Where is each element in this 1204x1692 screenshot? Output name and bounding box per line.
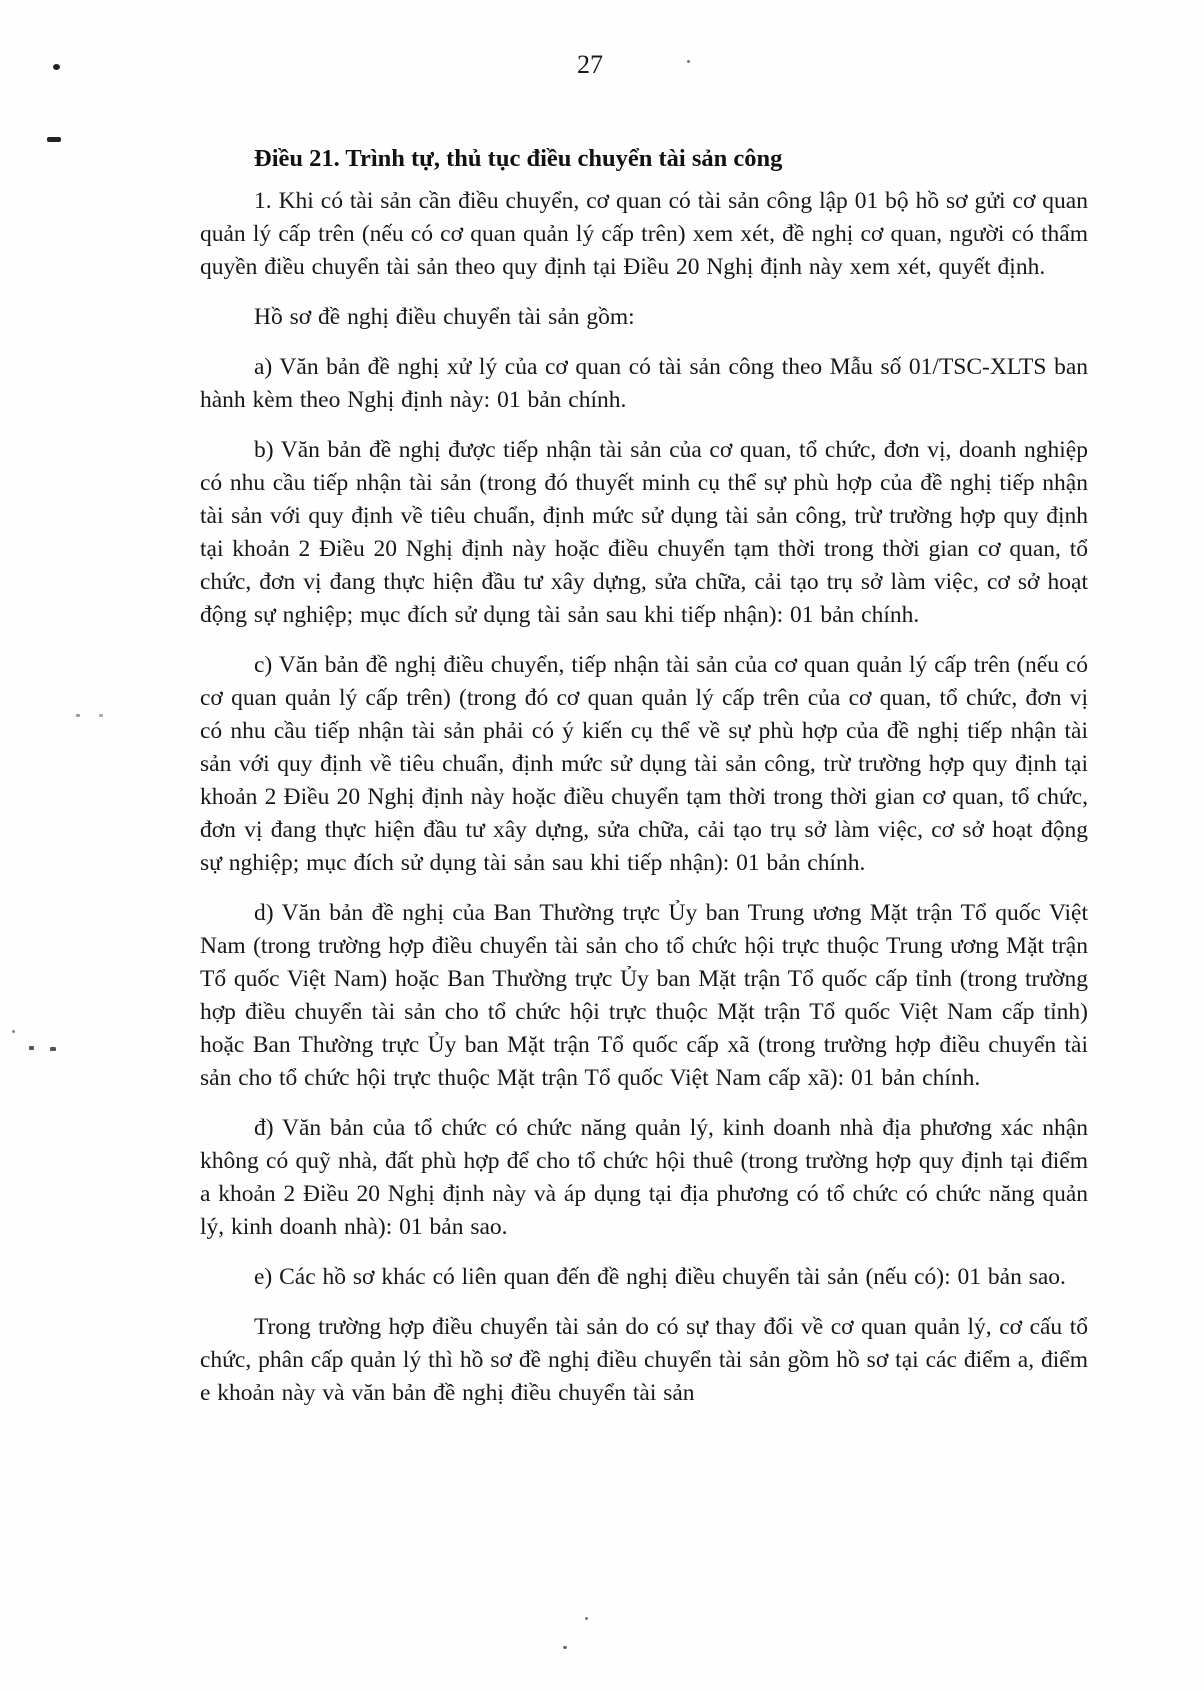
scan-artifact-dot (687, 60, 690, 63)
scan-artifact-dot (50, 1047, 56, 1051)
document-body (200, 142, 1088, 1427)
scan-artifact-dot (53, 64, 60, 70)
scan-artifact-dash (47, 137, 61, 142)
scan-artifact-dot (76, 714, 80, 717)
paragraph-dossier-intro: Hồ sơ đề nghị điều chuyển tài sản gồm: (254, 304, 635, 330)
article-heading: Điều 21. Trình tự, thủ tục điều chuyển tài sản công (254, 145, 783, 172)
paragraph-point-d: d) Văn bản đề nghị của Ban Thường trực Ủy ban Trung ương Mặt trận Tổ quốc Việt Nam (trong trường hợp điều chuyển tài sản cho tổ chức hội trực thuộc Trung ương Mặt trận Tổ quốc Việt Nam) hoặc Ban Thường trực Ủy ban Mặt trận Tổ quốc cấp tỉnh (trong trường hợp điều chuyển tài sản cho tổ chức hội trực thuộc Mặt trận Tổ quốc Việt Nam cấp tỉnh) hoặc Ban Thường trực Ủy ban Mặt trận Tổ quốc cấp xã (trong trường hợp điều chuyển tài sản cho tổ chức hội trực thuộc Mặt trận Tổ quốc Việt Nam cấp xã): 01 bản chính. (200, 900, 1088, 1091)
scan-artifact-dot (99, 714, 103, 717)
paragraph-closing: Trong trường hợp điều chuyển tài sản do có sự thay đổi về cơ quan quản lý, cơ cấu tổ chức, phân cấp quản lý thì hồ sơ đề nghị điều chuyển tài sản gồm hồ sơ tại các điểm a, điểm e khoản này và văn bản đề nghị điều chuyển tài sản (200, 1314, 1088, 1406)
paragraph-point-b: b) Văn bản đề nghị được tiếp nhận tài sản của cơ quan, tổ chức, đơn vị, doanh nghiệp có nhu cầu tiếp nhận tài sản (trong đó thuyết minh cụ thể sự phù hợp của đề nghị tiếp nhận tài sản với quy định về tiêu chuẩn, định mức sử dụng tài sản công, trừ trường hợp quy định tại khoản 2 Điều 20 Nghị định này hoặc điều chuyển tạm thời trong thời gian cơ quan, tổ chức, đơn vị đang thực hiện đầu tư xây dựng, sửa chữa, cải tạo trụ sở làm việc, cơ sở hoạt động sự nghiệp; mục đích sử dụng tài sản sau khi tiếp nhận): 01 bản chính. (200, 437, 1088, 628)
scan-artifact-dot (12, 1030, 15, 1033)
scan-artifact-dot (563, 1646, 567, 1649)
page-number: 27 (577, 50, 603, 79)
scan-artifact-dot (585, 1617, 588, 1620)
paragraph-point-e: e) Các hồ sơ khác có liên quan đến đề nghị điều chuyển tài sản (nếu có): 01 bản sao. (254, 1264, 1066, 1290)
paragraph-clause-1: 1. Khi có tài sản cần điều chuyển, cơ quan có tài sản công lập 01 bộ hồ sơ gửi cơ quan quản lý cấp trên (nếu có cơ quan quản lý cấp trên) xem xét, đề nghị cơ quan, người có thẩm quyền điều chuyển tài sản theo quy định tại Điều 20 Nghị định này xem xét, quyết định. (200, 188, 1088, 280)
paragraph-point-dd: đ) Văn bản của tổ chức có chức năng quản lý, kinh doanh nhà địa phương xác nhận không có quỹ nhà, đất phù hợp để cho tổ chức hội thuê (trong trường hợp quy định tại điểm a khoản 2 Điều 20 Nghị định này và áp dụng tại địa phương có tổ chức có chức năng quản lý, kinh doanh nhà): 01 bản sao. (200, 1115, 1088, 1240)
paragraph-point-a: a) Văn bản đề nghị xử lý của cơ quan có tài sản công theo Mẫu số 01/TSC-XLTS ban hành kèm theo Nghị định này: 01 bản chính. (200, 354, 1088, 413)
scan-artifact-dot (29, 1046, 34, 1050)
paragraph-point-c: c) Văn bản đề nghị điều chuyển, tiếp nhận tài sản của cơ quan quản lý cấp trên (nếu có cơ quan quản lý cấp trên) (trong đó cơ quan quản lý cấp trên của cơ quan, tổ chức, đơn vị có nhu cầu tiếp nhận tài sản phải có ý kiến cụ thể về sự phù hợp của đề nghị tiếp nhận tài sản với quy định về tiêu chuẩn, định mức sử dụng tài sản công, trừ trường hợp quy định tại khoản 2 Điều 20 Nghị định này hoặc điều chuyển tạm thời trong thời gian cơ quan, tổ chức, đơn vị đang thực hiện đầu tư xây dựng, sửa chữa, cải tạo trụ sở làm việc, cơ sở hoạt động sự nghiệp; mục đích sử dụng tài sản sau khi tiếp nhận): 01 bản chính. (200, 652, 1088, 876)
